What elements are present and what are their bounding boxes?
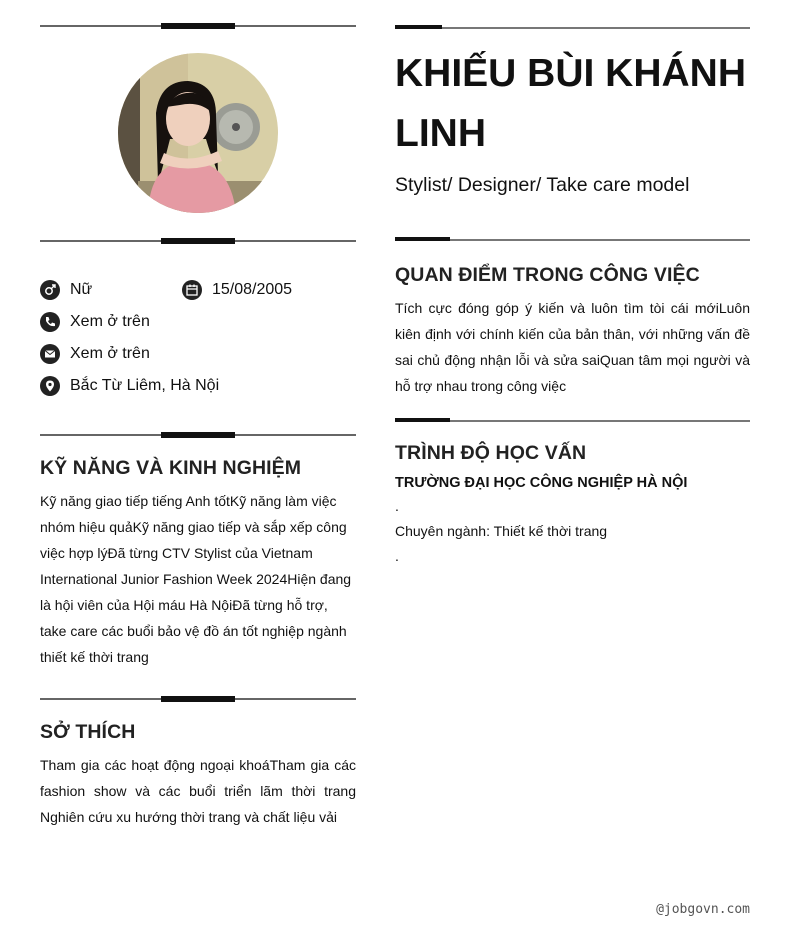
divider — [395, 236, 750, 244]
divider — [40, 236, 356, 246]
gender-icon — [40, 280, 60, 300]
education-heading: TRÌNH ĐỘ HỌC VẤN — [395, 442, 587, 464]
mail-icon — [40, 344, 60, 364]
gender-row — [40, 279, 92, 301]
objective-text: Tích cực đóng góp ý kiến và luôn tìm tòi cái mớiLuôn kiên định với chính kiến của bản thân, với những vấn đề sai chủ động nhận lỗi và sửa saiQuan tâm mọi người và hỗ trợ nhau trong công việc — [395, 300, 750, 394]
address-row — [40, 375, 219, 397]
dob-value: 15/08/2005 — [212, 281, 293, 298]
divider — [40, 21, 356, 31]
education-dot: . — [395, 498, 399, 514]
objective-heading: QUAN ĐIỂM TRONG CÔNG VIỆC — [395, 264, 700, 286]
watermark: @jobgovn.com — [656, 902, 750, 917]
phone-row — [40, 311, 150, 333]
job-title: Stylist/ Designer/ Take care model — [395, 174, 690, 196]
phone-icon — [40, 312, 60, 332]
location-pin-icon — [40, 376, 60, 396]
email-row — [40, 343, 150, 365]
dob-row — [182, 279, 292, 301]
school-name: TRƯỜNG ĐẠI HỌC CÔNG NGHIỆP HÀ NỘI — [395, 475, 688, 491]
email-value: Xem ở trên — [70, 345, 150, 362]
gender-value: Nữ — [70, 281, 93, 298]
divider — [395, 24, 750, 32]
divider — [40, 430, 356, 440]
divider — [395, 417, 750, 425]
hobbies-text: Tham gia các hoạt động ngoại khoáTham gia các fashion show và các buổi triển lãm thời trang Nghiên cứu xu hướng thời trang và chất liệu vải — [40, 757, 356, 825]
hobbies-heading: SỞ THÍCH — [40, 721, 136, 743]
calendar-icon — [182, 280, 202, 300]
education-dot: . — [395, 548, 399, 564]
major: Chuyên ngành: Thiết kế thời trang — [395, 523, 608, 539]
phone-value: Xem ở trên — [70, 313, 150, 330]
avatar — [118, 53, 278, 213]
divider — [40, 694, 356, 704]
address-value: Bắc Từ Liêm, Hà Nội — [70, 377, 220, 394]
full-name: KHIẾU BÙI KHÁNH LINH — [395, 52, 746, 155]
skills-heading: KỸ NĂNG VÀ KINH NGHIỆM — [40, 457, 302, 479]
skills-text: Kỹ năng giao tiếp tiếng Anh tốtKỹ năng làm việc nhóm hiệu quảKỹ năng giao tiếp và sắp xếp công việc hợp lýĐã từng CTV Stylist của Vietnam International Junior Fashion Week 2024Hiện đang là hội viên của Hội máu Hà NộiĐã từng hỗ trợ, take care các buổi bảo vệ đồ án tốt nghiệp ngành thiết kế thời trang — [40, 493, 352, 665]
